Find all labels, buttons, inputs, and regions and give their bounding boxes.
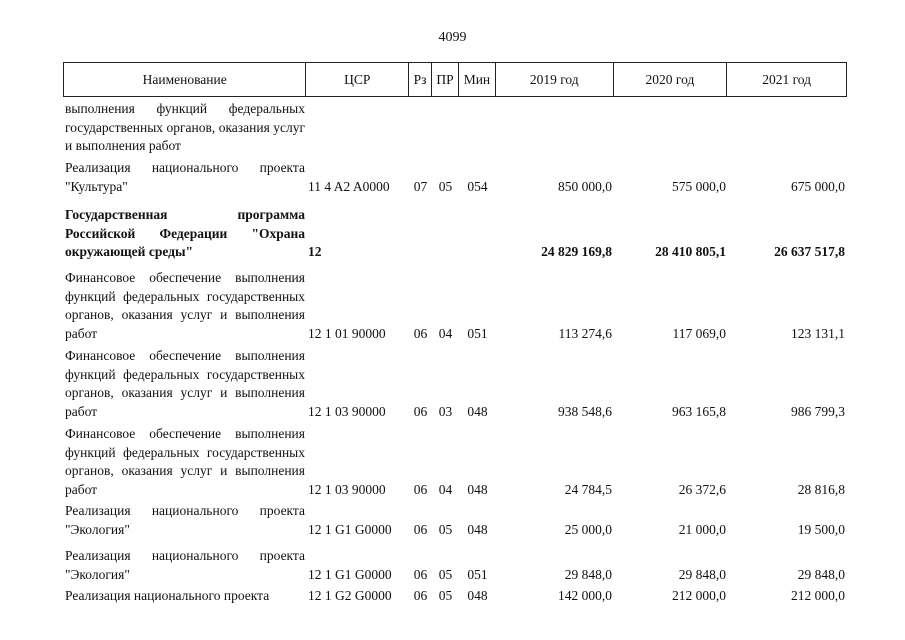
row-name: Реализация национального проекта "Экология": [65, 548, 305, 582]
row-2020: 28 410 805,1: [655, 244, 726, 259]
row-csr: 12 1 01 90000: [308, 325, 386, 341]
header-pr: ПР: [432, 63, 459, 96]
row-2020: 21 000,0: [678, 521, 726, 537]
row-pr: 05: [438, 588, 453, 603]
row-min: 048: [467, 403, 488, 419]
row-2021: 26 637 517,8: [774, 244, 845, 259]
row-pr: 05: [438, 521, 453, 537]
row-2020: 26 372,6: [678, 481, 726, 497]
row-values: [63, 178, 847, 197]
row-pr: 04: [438, 325, 453, 341]
row-2019: 29 848,0: [564, 566, 612, 582]
row-rz: 06: [413, 325, 428, 341]
row-min: 051: [467, 566, 488, 582]
row-2020: 29 848,0: [678, 566, 726, 582]
row-name: Реализация национального проекта "Экология": [65, 503, 305, 537]
row-rz: 06: [413, 588, 428, 603]
row-name: Реализация национального проекта: [65, 588, 270, 603]
row-name: Государственная программа Российской Федерации "Охрана окружающей среды": [65, 207, 305, 259]
row-2021: 212 000,0: [791, 588, 845, 603]
row-name: Финансовое обеспечение выполнения функций федеральных государственных органов, оказания услуг и выполнения работ: [65, 348, 305, 419]
header-2020: 2020 год: [614, 63, 728, 96]
row-2019: 113 274,6: [558, 325, 612, 341]
row-2021: 19 500,0: [797, 521, 845, 537]
row-rz: 07: [413, 178, 428, 194]
row-2021: 986 799,3: [791, 403, 845, 419]
row-2019: 24 829 169,8: [541, 244, 612, 259]
table-header: [63, 62, 847, 97]
row-2019: 850 000,0: [558, 178, 612, 194]
row-csr: 11 4 A2 A0000: [308, 178, 390, 194]
row-pr: 04: [438, 481, 453, 497]
row-min: 048: [467, 481, 488, 497]
row-csr: 12 1 G1 G0000: [308, 566, 392, 582]
row-name: выполнения функций федеральных государственных органов, оказания услуг и выполнения работ: [65, 101, 305, 153]
row-pr: 05: [438, 178, 453, 194]
row-2020: 212 000,0: [672, 588, 726, 603]
row-name: Реализация национального проекта "Культура": [65, 160, 305, 194]
header-name: Наименование: [64, 63, 306, 96]
row-values: [63, 325, 847, 344]
header-2021: 2021 год: [762, 71, 812, 87]
row-2019: 938 548,6: [558, 403, 612, 419]
row-min: 048: [467, 588, 488, 603]
row-2019: 25 000,0: [564, 521, 612, 537]
row-2020: 117 069,0: [672, 325, 726, 341]
row-min: 051: [467, 325, 488, 341]
row-csr: 12 1 G2 G0000: [308, 588, 392, 603]
row-values: [63, 521, 847, 540]
header-rz: Рз: [409, 63, 432, 96]
row-values: [63, 587, 847, 606]
row-rz: 06: [413, 521, 428, 537]
row-values: [63, 566, 847, 585]
row-2021: 675 000,0: [791, 178, 845, 194]
budget-table: [63, 62, 847, 603]
row-csr: 12 1 G1 G0000: [308, 521, 392, 537]
row-min: 054: [467, 178, 488, 194]
row-pr: 05: [438, 566, 453, 582]
row-csr: 12 1 03 90000: [308, 481, 386, 497]
row-name: Финансовое обеспечение выполнения функций федеральных государственных органов, оказания услуг и выполнения работ: [65, 426, 305, 497]
row-name: Финансовое обеспечение выполнения функций федеральных государственных органов, оказания услуг и выполнения работ: [65, 270, 305, 341]
row-2021: 29 848,0: [797, 566, 845, 582]
row-2019: 24 784,5: [564, 481, 612, 497]
row-2020: 575 000,0: [672, 178, 726, 194]
row-rz: 06: [413, 403, 428, 419]
page-number: 4099: [438, 30, 467, 45]
header-csr: ЦСР: [306, 63, 409, 96]
row-min: 048: [467, 521, 488, 537]
row-2021: 123 131,1: [791, 325, 845, 341]
row-2021: 28 816,8: [797, 481, 845, 497]
row-pr: 03: [438, 403, 453, 419]
row-2019: 142 000,0: [558, 588, 612, 603]
row-values: [63, 243, 847, 262]
row-2020: 963 165,8: [672, 403, 726, 419]
header-min: Мин: [459, 63, 496, 96]
row-csr: 12: [308, 244, 322, 259]
row-rz: 06: [413, 566, 428, 582]
header-2019: 2019 год: [496, 63, 614, 96]
row-csr: 12 1 03 90000: [308, 403, 386, 419]
row-values: [63, 403, 847, 422]
row-rz: 06: [413, 481, 428, 497]
row-values: [63, 481, 847, 500]
